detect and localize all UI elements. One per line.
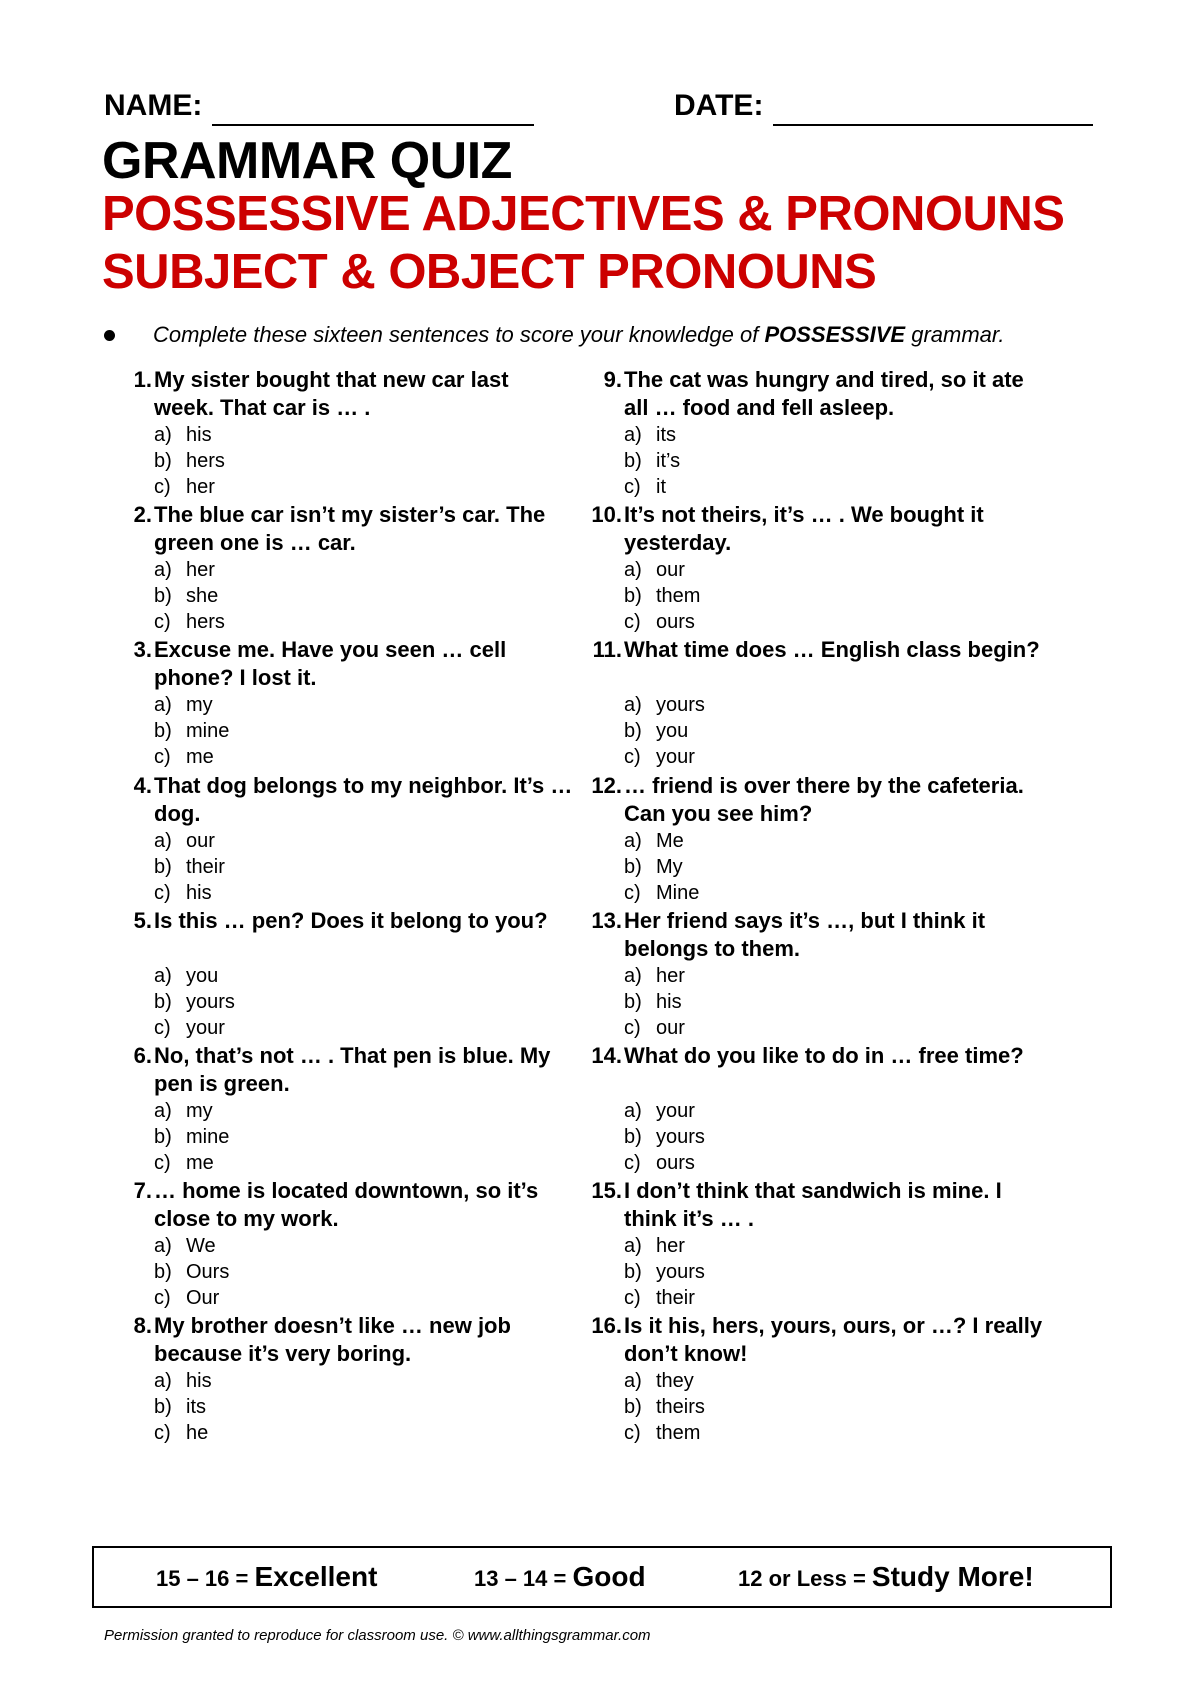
answer-options: [154, 692, 229, 770]
option-text: his: [186, 882, 212, 904]
question-text: The blue car isn’t my sister’s car. The green one is … car.: [154, 502, 546, 555]
option-letter: c): [154, 882, 171, 904]
question-text: Is it his, hers, yours, ours, or …? I really don’t know!: [624, 1313, 1043, 1366]
date-label: DATE:: [674, 89, 764, 122]
question-text: What time does … English class begin?: [624, 637, 1040, 662]
score-label: Good: [572, 1561, 646, 1592]
answer-option[interactable]: [624, 1098, 705, 1124]
option-text: her: [186, 476, 215, 498]
option-letter: b): [154, 991, 172, 1013]
answer-options: [154, 828, 225, 906]
answer-options: [624, 1098, 705, 1176]
question-number: 16.: [591, 1313, 622, 1338]
option-text: it: [656, 476, 666, 498]
answer-option[interactable]: [154, 854, 225, 880]
question-text: … home is located downtown, so it’s close to my work.: [154, 1178, 539, 1231]
option-letter: a): [154, 1100, 172, 1122]
option-letter: a): [154, 830, 172, 852]
question-text: Her friend says it’s …, but I think it belongs to them.: [624, 908, 986, 961]
option-letter: c): [154, 746, 171, 768]
answer-options: [154, 422, 225, 500]
answer-option[interactable]: [154, 1259, 229, 1285]
option-letter: a): [624, 1235, 642, 1257]
option-letter: c): [154, 1017, 171, 1039]
option-text: their: [656, 1287, 695, 1309]
answer-option[interactable]: [624, 989, 685, 1015]
option-text: them: [656, 585, 701, 607]
answer-option[interactable]: [154, 744, 229, 770]
option-letter: c): [624, 1152, 641, 1174]
answer-option[interactable]: [624, 1233, 705, 1259]
answer-options: [154, 963, 235, 1041]
option-text: mine: [186, 720, 230, 742]
option-text: yours: [656, 1126, 705, 1148]
question-number: 4.: [133, 773, 152, 798]
answer-option[interactable]: [624, 1368, 705, 1394]
answer-options: [624, 963, 685, 1041]
answer-option[interactable]: [624, 1015, 685, 1041]
option-letter: c): [624, 882, 641, 904]
name-blank-line[interactable]: [212, 94, 534, 126]
option-text: its: [656, 424, 676, 446]
option-letter: b): [624, 1126, 642, 1148]
option-letter: b): [154, 1396, 172, 1418]
option-letter: a): [154, 694, 172, 716]
option-text: my: [186, 1100, 213, 1122]
answer-option[interactable]: [624, 1150, 705, 1176]
option-letter: b): [624, 991, 642, 1013]
option-letter: b): [154, 856, 172, 878]
option-text: ours: [656, 1152, 695, 1174]
score-label: Study More!: [871, 1561, 1034, 1592]
subtitle-pronouns: SUBJECT & OBJECT PRONOUNS: [102, 245, 877, 299]
option-text: hers: [186, 611, 225, 633]
option-text: My: [656, 856, 683, 878]
option-letter: b): [154, 585, 172, 607]
answer-option[interactable]: [624, 854, 699, 880]
answer-options: [624, 1233, 705, 1311]
question-number: 11.: [592, 637, 622, 662]
question-text: Excuse me. Have you seen … cell phone? I lost it.: [154, 637, 507, 690]
score-good: [474, 1548, 646, 1606]
option-letter: c): [624, 1287, 641, 1309]
instructions-bold: POSSESSIVE: [764, 322, 906, 347]
option-text: theirs: [656, 1396, 705, 1418]
option-text: his: [186, 1370, 212, 1392]
option-letter: c): [154, 1152, 171, 1174]
option-letter: b): [624, 585, 642, 607]
option-text: his: [656, 991, 682, 1013]
answer-option[interactable]: [154, 422, 225, 448]
answer-option[interactable]: [154, 1285, 229, 1311]
answer-options: [154, 1098, 229, 1176]
option-text: my: [186, 694, 213, 716]
question-text: Is this … pen? Does it belong to you?: [154, 908, 548, 933]
option-text: their: [186, 856, 225, 878]
option-text: yours: [656, 694, 705, 716]
option-text: hers: [186, 450, 225, 472]
question-text: The cat was hungry and tired, so it ate all … food and fell asleep.: [624, 367, 1024, 420]
option-text: your: [186, 1017, 225, 1039]
option-letter: a): [154, 1235, 172, 1257]
answer-option[interactable]: [624, 1420, 705, 1446]
option-text: you: [186, 965, 219, 987]
answer-option[interactable]: [154, 1394, 212, 1420]
answer-option[interactable]: [154, 963, 235, 989]
question-number: 10.: [591, 502, 622, 527]
option-text: me: [186, 746, 214, 768]
answer-option[interactable]: [154, 880, 225, 906]
option-text: Ours: [186, 1261, 230, 1283]
answer-option[interactable]: [624, 557, 700, 583]
option-text: her: [656, 1235, 685, 1257]
question-number: 8.: [133, 1313, 152, 1338]
score-range: 12 or Less =: [738, 1566, 872, 1591]
question-number: 14.: [591, 1043, 622, 1068]
question-text: It’s not theirs, it’s … . We bought it yesterday.: [624, 502, 984, 555]
answer-option[interactable]: [154, 1420, 212, 1446]
answer-option[interactable]: [154, 474, 225, 500]
option-text: you: [656, 720, 689, 742]
answer-option[interactable]: [154, 989, 235, 1015]
option-letter: a): [624, 965, 642, 987]
answer-option[interactable]: [154, 1098, 229, 1124]
answer-option[interactable]: [624, 609, 700, 635]
score-label: Excellent: [254, 1561, 378, 1592]
option-letter: c): [154, 1287, 171, 1309]
date-blank-line[interactable]: [773, 94, 1093, 126]
question-text: I don’t think that sandwich is mine. I think it’s … .: [624, 1178, 1002, 1231]
option-text: your: [656, 746, 695, 768]
option-letter: b): [154, 450, 172, 472]
score-range: 13 – 14 =: [474, 1566, 573, 1591]
instructions-before: Complete these sixteen sentences to score your knowledge of: [153, 322, 765, 347]
option-letter: c): [154, 611, 171, 633]
footer-permission: Permission granted to reproduce for classroom use. © www.allthingsgrammar.com: [104, 1627, 651, 1644]
option-letter: b): [624, 720, 642, 742]
question-number: 7.: [133, 1178, 152, 1203]
score-excellent: [156, 1548, 377, 1606]
option-letter: c): [154, 476, 171, 498]
option-letter: b): [624, 1396, 642, 1418]
score-range: 15 – 16 =: [156, 1566, 255, 1591]
answer-option[interactable]: [624, 744, 705, 770]
option-text: Mine: [656, 882, 700, 904]
answer-option[interactable]: [624, 1394, 705, 1420]
question-number: 12.: [591, 773, 622, 798]
answer-option[interactable]: [624, 963, 685, 989]
option-letter: a): [624, 424, 642, 446]
instructions-text: [153, 320, 1005, 350]
option-text: We: [186, 1235, 216, 1257]
option-text: yours: [186, 991, 235, 1013]
answer-option[interactable]: [154, 583, 225, 609]
question-number: 3.: [133, 637, 152, 662]
option-letter: c): [154, 1422, 171, 1444]
answer-option[interactable]: [154, 448, 225, 474]
answer-option[interactable]: [624, 828, 699, 854]
option-text: they: [656, 1370, 694, 1392]
score-box: [92, 1546, 1112, 1608]
answer-option[interactable]: [154, 828, 225, 854]
answer-options: [624, 557, 700, 635]
option-letter: a): [154, 424, 172, 446]
question-number: 9.: [603, 367, 622, 392]
subtitle-possessive: POSSESSIVE ADJECTIVES & PRONOUNS: [102, 187, 1065, 241]
question-number: 5.: [133, 908, 152, 933]
option-letter: b): [624, 856, 642, 878]
answer-option[interactable]: [154, 718, 229, 744]
option-text: Me: [656, 830, 684, 852]
answer-option[interactable]: [154, 557, 225, 583]
option-text: me: [186, 1152, 214, 1174]
answer-option[interactable]: [154, 1368, 212, 1394]
option-text: his: [186, 424, 212, 446]
option-letter: b): [624, 1261, 642, 1283]
question-text: My brother doesn’t like … new job because it’s very boring.: [154, 1313, 511, 1366]
date-field[interactable]: [674, 86, 1093, 126]
name-label: NAME:: [104, 89, 203, 122]
page-title: GRAMMAR QUIZ: [102, 132, 512, 190]
question-text: … friend is over there by the cafeteria. Can you see him?: [624, 773, 1024, 826]
answer-option[interactable]: [154, 1233, 229, 1259]
question-text: No, that’s not … . That pen is blue. My pen is green.: [154, 1043, 551, 1096]
answer-option[interactable]: [624, 692, 705, 718]
option-letter: b): [154, 1261, 172, 1283]
question-number: 13.: [591, 908, 622, 933]
option-letter: a): [624, 559, 642, 581]
option-letter: a): [624, 1100, 642, 1122]
option-letter: a): [154, 1370, 172, 1392]
answer-option[interactable]: [624, 448, 680, 474]
question-number: 2.: [133, 502, 152, 527]
question-text: What do you like to do in … free time?: [624, 1043, 1024, 1068]
option-letter: c): [624, 1422, 641, 1444]
answer-option[interactable]: [154, 609, 225, 635]
option-text: it’s: [656, 450, 681, 472]
option-text: mine: [186, 1126, 230, 1148]
instructions-after: grammar.: [905, 322, 1005, 347]
score-study-more: [738, 1548, 1034, 1606]
option-text: ours: [656, 611, 695, 633]
bullet-icon: [104, 330, 115, 341]
option-letter: a): [624, 694, 642, 716]
question-number: 1.: [133, 367, 152, 392]
name-field[interactable]: [104, 86, 534, 126]
option-text: her: [656, 965, 685, 987]
name-date-row: [104, 86, 1104, 126]
question-number: 15.: [591, 1178, 622, 1203]
answer-options: [154, 557, 225, 635]
answer-options: [624, 422, 680, 500]
answer-option[interactable]: [624, 1124, 705, 1150]
question-text: My sister bought that new car last week. That car is … .: [154, 367, 509, 420]
option-text: she: [186, 585, 219, 607]
option-letter: a): [154, 559, 172, 581]
option-text: her: [186, 559, 215, 581]
answer-option[interactable]: [624, 583, 700, 609]
option-letter: b): [154, 1126, 172, 1148]
option-letter: c): [624, 476, 641, 498]
answer-options: [624, 692, 705, 770]
option-text: yours: [656, 1261, 705, 1283]
option-text: Our: [186, 1287, 220, 1309]
answer-option[interactable]: [624, 474, 680, 500]
answer-option[interactable]: [624, 422, 680, 448]
option-text: he: [186, 1422, 209, 1444]
answer-option[interactable]: [154, 1124, 229, 1150]
option-text: our: [186, 830, 215, 852]
option-text: its: [186, 1396, 206, 1418]
option-letter: b): [624, 450, 642, 472]
answer-options: [624, 828, 699, 906]
option-letter: c): [624, 611, 641, 633]
option-text: our: [656, 559, 685, 581]
answer-option[interactable]: [154, 1150, 229, 1176]
question-number: 6.: [133, 1043, 152, 1068]
questions-grid: [104, 366, 1104, 1536]
answer-options: [154, 1233, 229, 1311]
answer-option[interactable]: [624, 1285, 705, 1311]
answer-options: [624, 1368, 705, 1446]
answer-option[interactable]: [624, 880, 699, 906]
answer-option[interactable]: [624, 1259, 705, 1285]
answer-option[interactable]: [154, 1015, 235, 1041]
option-text: our: [656, 1017, 685, 1039]
answer-option[interactable]: [624, 718, 705, 744]
answer-option[interactable]: [154, 692, 229, 718]
option-letter: c): [624, 1017, 641, 1039]
option-text: them: [656, 1422, 701, 1444]
question-text: That dog belongs to my neighbor. It’s … dog.: [154, 773, 573, 826]
option-letter: a): [154, 965, 172, 987]
option-letter: a): [624, 1370, 642, 1392]
option-letter: c): [624, 746, 641, 768]
option-letter: a): [624, 830, 642, 852]
option-text: your: [656, 1100, 695, 1122]
answer-options: [154, 1368, 212, 1446]
option-letter: b): [154, 720, 172, 742]
instructions: [104, 320, 1005, 350]
